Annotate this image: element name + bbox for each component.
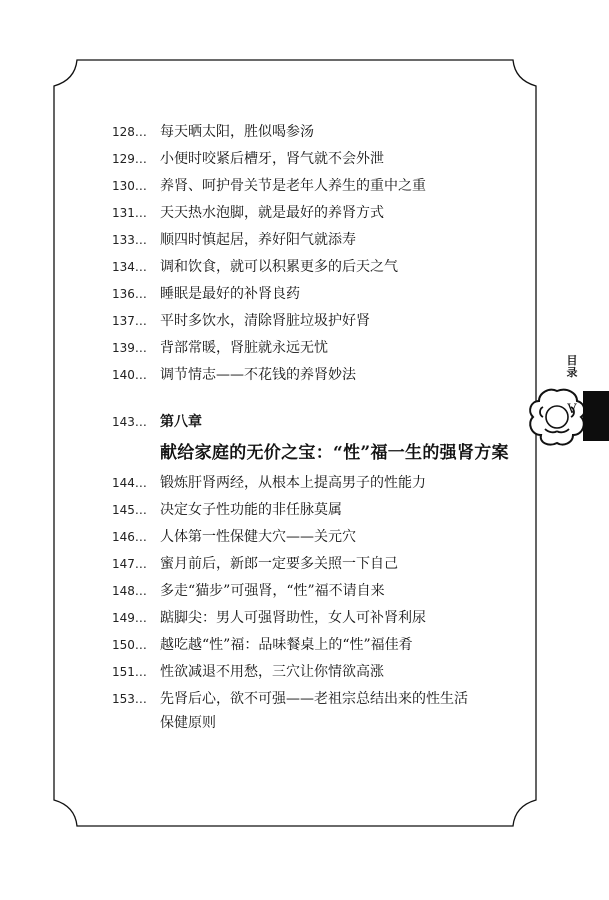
toc-title: 人体第一性保健大穴——关元穴 bbox=[160, 529, 356, 545]
toc-page-number: 139… bbox=[112, 341, 147, 355]
toc-entry bbox=[0, 227, 560, 253]
toc-page-number: 147… bbox=[112, 557, 147, 571]
toc-title: 锻炼肝肾两经，从根本上提高男子的性能力 bbox=[160, 475, 426, 491]
toc-entry bbox=[0, 605, 560, 631]
toc-entry bbox=[0, 335, 560, 361]
toc-page-number: 148… bbox=[112, 584, 147, 598]
toc-page-number: 149… bbox=[112, 611, 147, 625]
chapter-title: 献给家庭的无价之宝：“性”福一生的强肾方案 bbox=[160, 443, 509, 463]
toc-page-number: 131… bbox=[112, 206, 147, 220]
chapter-heading bbox=[0, 409, 560, 435]
toc-page-number: 129… bbox=[112, 152, 147, 166]
toc-page-number: 128… bbox=[112, 125, 147, 139]
toc-entry bbox=[0, 308, 560, 334]
toc-entry bbox=[0, 281, 560, 307]
toc-title: 越吃越“性”福：品味餐桌上的“性”福佳肴 bbox=[160, 637, 413, 653]
side-index-tab bbox=[583, 391, 609, 441]
toc-entry bbox=[0, 578, 560, 604]
toc-title: 小便时咬紧后槽牙，肾气就不会外泄 bbox=[160, 151, 384, 167]
toc-title: 睡眠是最好的补肾良药 bbox=[160, 286, 300, 302]
toc-entry bbox=[0, 200, 560, 226]
cloud-ornament-icon bbox=[527, 385, 587, 449]
toc-title-continuation: 保健原则 bbox=[160, 715, 216, 731]
toc-entry bbox=[0, 497, 560, 523]
side-section-label bbox=[564, 355, 580, 379]
toc-entry bbox=[0, 686, 560, 712]
toc-entry bbox=[0, 362, 560, 388]
toc-title: 蜜月前后，新郎一定要多关照一下自己 bbox=[160, 556, 398, 572]
toc-title: 多走“猫步”可强肾，“性”福不请自来 bbox=[160, 583, 385, 599]
toc-page-number: 150… bbox=[112, 638, 147, 652]
toc-page-number: 145… bbox=[112, 503, 147, 517]
toc-page-number: 133… bbox=[112, 233, 147, 247]
toc-entry bbox=[0, 119, 560, 145]
side-label-char: 录 bbox=[566, 366, 578, 379]
toc-entry bbox=[0, 524, 560, 550]
toc-title: 调和饮食，就可以积累更多的后天之气 bbox=[160, 259, 398, 275]
toc-entry bbox=[0, 254, 560, 280]
toc-page-number: 134… bbox=[112, 260, 147, 274]
toc-title: 顺四时慎起居，养好阳气就添寿 bbox=[160, 232, 356, 248]
toc-title: 养肾、呵护骨关节是老年人养生的重中之重 bbox=[160, 178, 426, 194]
toc-page-number: 130… bbox=[112, 179, 147, 193]
toc-page-number: 153… bbox=[112, 692, 147, 706]
toc-title: 天天热水泡脚，就是最好的养肾方式 bbox=[160, 205, 384, 221]
toc-entry bbox=[0, 173, 560, 199]
page-number-roman: V bbox=[567, 402, 577, 417]
toc-entry bbox=[0, 146, 560, 172]
toc-page-number: 136… bbox=[112, 287, 147, 301]
toc-title: 每天晒太阳，胜似喝参汤 bbox=[160, 124, 314, 140]
toc-entry bbox=[0, 632, 560, 658]
toc-entry bbox=[0, 659, 560, 685]
toc-page-number: 137… bbox=[112, 314, 147, 328]
toc-title: 先肾后心，欲不可强——老祖宗总结出来的性生活 bbox=[160, 691, 468, 707]
toc-title: 背部常暖，肾脏就永远无忧 bbox=[160, 340, 328, 356]
toc-page-number: 144… bbox=[112, 476, 147, 490]
toc-page-number: 151… bbox=[112, 665, 147, 679]
side-label-char: 目 bbox=[566, 354, 578, 367]
toc-page-number: 140… bbox=[112, 368, 147, 382]
toc-entry bbox=[0, 470, 560, 496]
toc-page-number: 146… bbox=[112, 530, 147, 544]
chapter-label: 第八章 bbox=[160, 414, 202, 430]
toc-title: 决定女子性功能的非任脉莫属 bbox=[160, 502, 342, 518]
toc-title: 调节情志——不花钱的养肾妙法 bbox=[160, 367, 356, 383]
chapter-page-number: 143… bbox=[112, 415, 147, 429]
toc-title: 性欲减退不用愁，三穴让你情欲高涨 bbox=[160, 664, 384, 680]
toc-title: 踮脚尖：男人可强肾助性，女人可补肾利尿 bbox=[160, 610, 426, 626]
toc-entry bbox=[0, 551, 560, 577]
toc-title: 平时多饮水，清除肾脏垃圾护好肾 bbox=[160, 313, 370, 329]
